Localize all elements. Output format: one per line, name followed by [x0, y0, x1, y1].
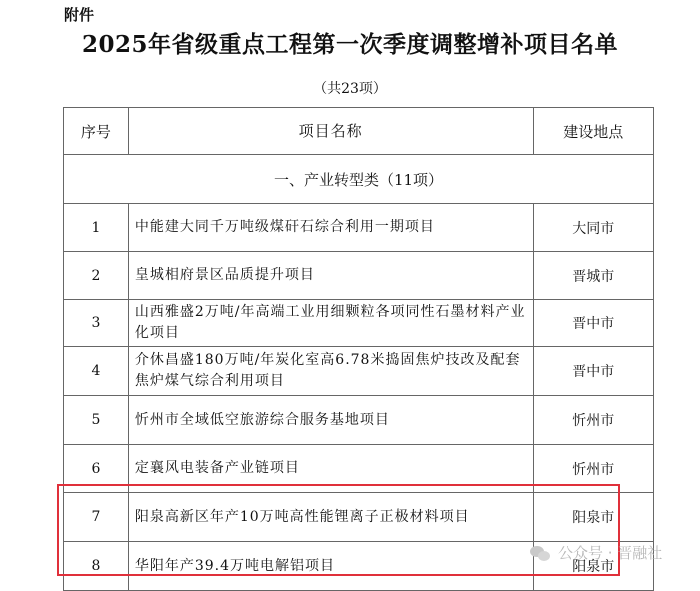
row-num: 2: [64, 252, 129, 300]
row-num: 5: [64, 396, 129, 445]
row-location: 阳泉市: [533, 493, 653, 542]
row-location: 晋城市: [533, 252, 653, 300]
row-num: 8: [64, 542, 129, 591]
row-num: 1: [64, 204, 129, 252]
table-row: [64, 347, 654, 396]
row-name: 皇城相府景区品质提升项目: [128, 252, 533, 300]
row-num: 4: [64, 347, 129, 396]
section-title: 一、产业转型类（11项）: [64, 155, 654, 204]
row-name: 山西雅盛2万吨/年高端工业用细颗粒各项同性石墨材料产业化项目: [128, 300, 533, 347]
watermark-text: 公众号 · 晋融社: [558, 544, 663, 562]
row-location: 忻州市: [533, 396, 653, 445]
table-header-row: [64, 108, 654, 155]
row-name: 华阳年产39.4万吨电解铝项目: [128, 542, 533, 591]
header-num: 序号: [64, 108, 129, 155]
row-name: 中能建大同千万吨级煤矸石综合利用一期项目: [128, 204, 533, 252]
row-num: 7: [64, 493, 129, 542]
header-location: 建设地点: [533, 108, 653, 155]
row-location: 晋中市: [533, 300, 653, 347]
row-name: 介休昌盛180万吨/年炭化室高6.78米捣固焦炉技改及配套焦炉煤气综合利用项目: [128, 347, 533, 396]
row-location: 晋中市: [533, 347, 653, 396]
section-row: [64, 155, 654, 204]
row-location: 忻州市: [533, 445, 653, 493]
header-name: 项目名称: [128, 108, 533, 155]
wechat-icon: [530, 545, 552, 561]
table-row: [64, 300, 654, 347]
row-name: 定襄风电装备产业链项目: [128, 445, 533, 493]
row-location: 阳泉市: [533, 542, 653, 591]
table-row: [64, 396, 654, 445]
watermark: [530, 542, 662, 563]
table-row: [64, 204, 654, 252]
row-name: 阳泉高新区年产10万吨高性能锂离子正极材料项目: [128, 493, 533, 542]
row-name: 忻州市全域低空旅游综合服务基地项目: [128, 396, 533, 445]
row-location: 大同市: [533, 204, 653, 252]
table-row: [64, 252, 654, 300]
appendix-label: 附件: [64, 6, 95, 24]
document-title: 2025年省级重点工程第一次季度调整增补项目名单: [81, 31, 618, 58]
row-num: 6: [64, 445, 129, 493]
project-count: （共23项）: [313, 81, 387, 97]
row-num: 3: [64, 300, 129, 347]
